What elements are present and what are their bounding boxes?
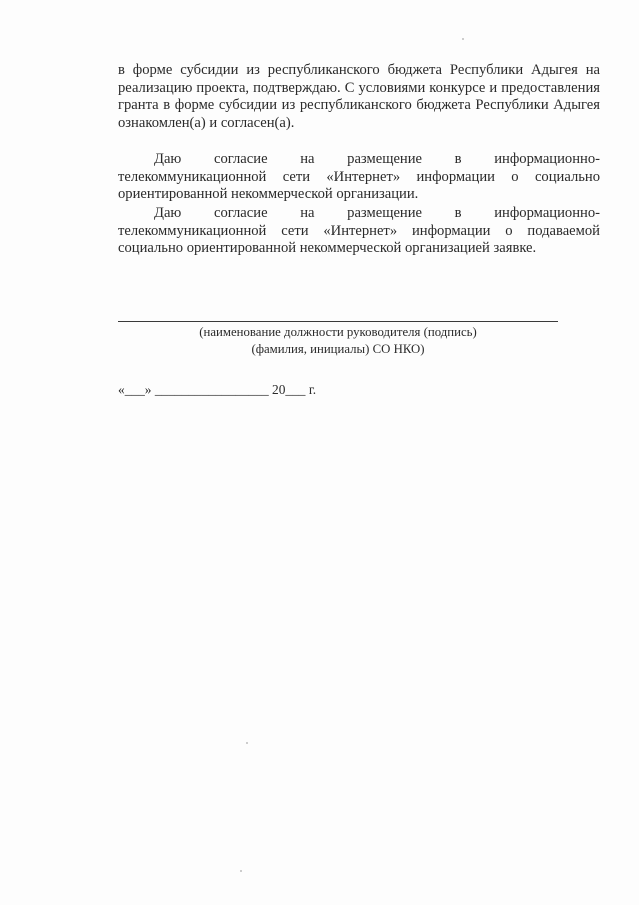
consent-paragraph-conditions: в форме субсидии из республиканского бюджета Республики Адыгея на реализацию проекта, подтверждаю. С условиями конкурсе и предоставления гранта в форме субсидии из республиканского бюджета Республики Адыгея ознакомлен(а) и согласен(а).: [118, 62, 600, 131]
consent-paragraph-internet-application: Даю согласие на размещение в информационно-телекоммуникационной сети «Интернет» информации о подаваемой социально ориентированной некоммерческой организацией заявке.: [118, 205, 600, 256]
scan-speck: [462, 38, 464, 40]
consent-paragraph-internet-info: Даю согласие на размещение в информационно-телекоммуникационной сети «Интернет» информации о социально ориентированной некоммерческой организации.: [118, 151, 600, 202]
scan-speck: [240, 870, 242, 872]
scan-speck: [246, 742, 248, 744]
date-line: «___» _________________ 20___ г.: [118, 382, 317, 397]
signature-caption-name: (фамилия, инициалы) СО НКО): [251, 342, 425, 356]
signature-caption-position: (наименование должности руководителя (подпись): [199, 325, 477, 339]
signature-line: [118, 321, 558, 322]
